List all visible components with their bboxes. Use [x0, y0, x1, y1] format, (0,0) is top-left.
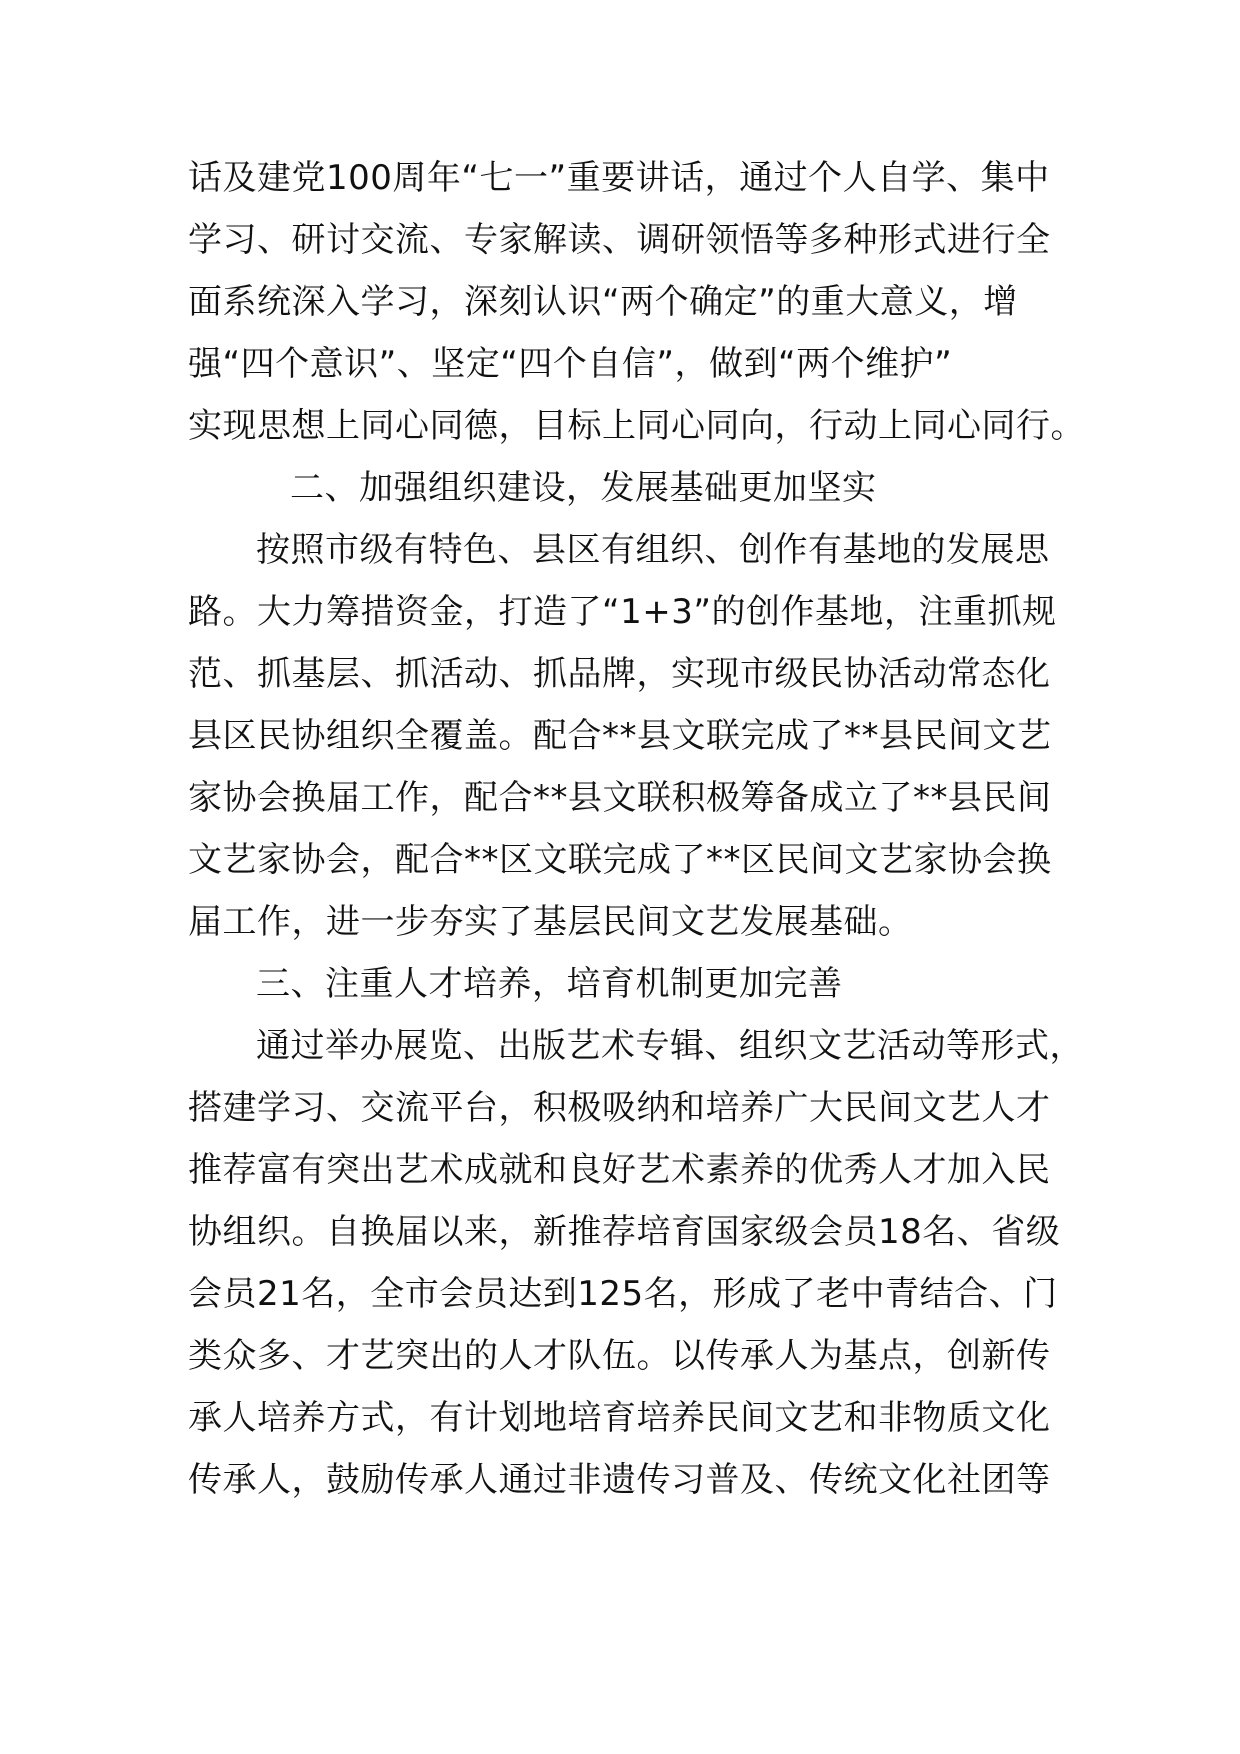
text-line: 承人培养方式，有计划地培育培养民间文艺和非物质文化 [188, 1398, 1051, 1438]
text-line: 学习、研讨交流、专家解读、调研领悟等多种形式进行全 [188, 220, 1051, 260]
text-line: 家协会换届工作，配合**县文联积极筹备成立了**县民间 [188, 778, 1052, 818]
section-heading: 三、注重人才培养，培育机制更加完善 [256, 964, 843, 1004]
text-line: 会员21名，全市会员达到125名，形成了老中青结合、门 [188, 1274, 1058, 1314]
text-line: 文艺家协会，配合**区文联完成了**区民间文艺家协会换 [188, 840, 1052, 880]
paragraph-first-line: 通过举办展览、出版艺术专辑、组织文艺活动等形式， [256, 1026, 1084, 1066]
text-line: 搭建学习、交流平台，积极吸纳和培养广大民间文艺人才 [188, 1088, 1051, 1128]
text-line: 路。大力筹措资金，打造了“1+3”的创作基地，注重抓规 [188, 592, 1057, 632]
paragraph-first-line: 按照市级有特色、县区有组织、创作有基地的发展思 [256, 530, 1050, 570]
text-line: 推荐富有突出艺术成就和良好艺术素养的优秀人才加入民 [188, 1150, 1051, 1190]
text-line: 类众多、才艺突出的人才队伍。以传承人为基点，创新传 [188, 1336, 1051, 1376]
text-line: 强“四个意识”、坚定“四个自信”，做到“两个维护” [188, 344, 953, 384]
text-line: 协组织。自换届以来，新推荐培育国家级会员18名、省级 [188, 1212, 1061, 1252]
text-line: 届工作，进一步夯实了基层民间文艺发展基础。 [188, 902, 913, 942]
text-line: 面系统深入学习，深刻认识“两个确定”的重大意义，增 [188, 282, 1018, 322]
text-line: 县区民协组织全覆盖。配合**县文联完成了**县民间文艺 [188, 716, 1052, 756]
section-heading: 二、加强组织建设，发展基础更加坚实 [290, 468, 877, 508]
text-line: 范、抓基层、抓活动、抓品牌，实现市级民协活动常态化 [188, 654, 1051, 694]
text-line: 传承人，鼓励传承人通过非遗传习普及、传统文化社团等 [188, 1460, 1051, 1500]
text-line: 话及建党100周年“七一”重要讲话，通过个人自学、集中 [188, 158, 1050, 198]
text-line: 实现思想上同心同德，目标上同心同向，行动上同心同行。 [188, 406, 1085, 446]
